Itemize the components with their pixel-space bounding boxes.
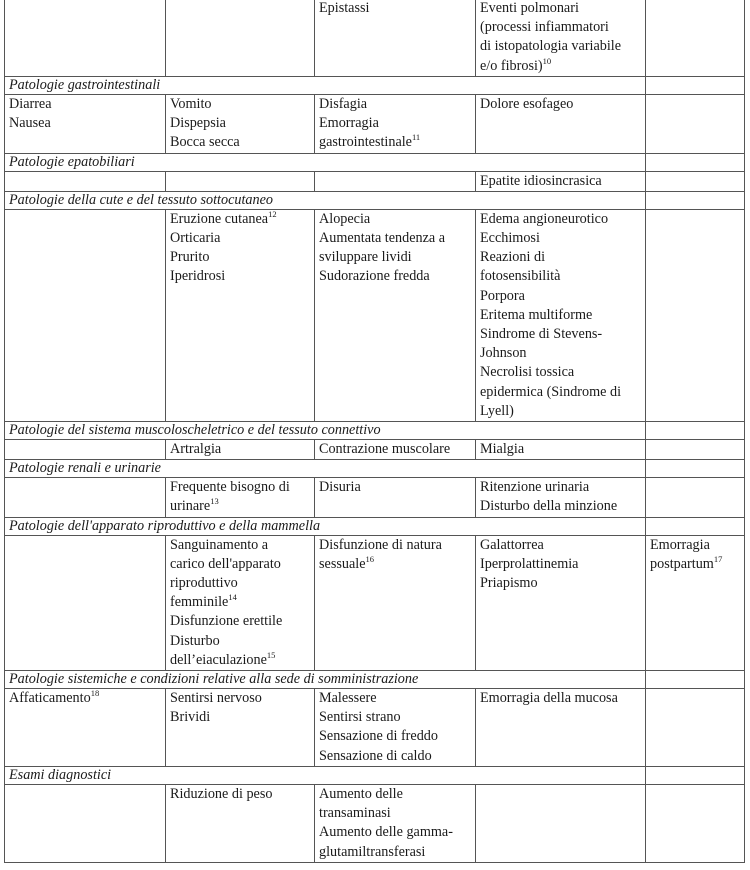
reaction-item bbox=[170, 632, 310, 651]
empty-cell bbox=[5, 478, 166, 517]
reaction-item bbox=[480, 689, 641, 708]
reaction-text: Nausea bbox=[9, 115, 51, 132]
empty-cell bbox=[646, 153, 745, 171]
section-header-row bbox=[5, 153, 745, 171]
reaction-cell bbox=[476, 478, 646, 517]
empty-cell bbox=[5, 209, 166, 421]
reaction-text: (processi infiammatori bbox=[480, 19, 609, 36]
reaction-item bbox=[9, 95, 161, 114]
reaction-item bbox=[170, 133, 310, 152]
footnote-ref: 10 bbox=[542, 55, 552, 66]
reaction-text: Disturbo bbox=[170, 632, 220, 649]
reaction-text: Affaticamento bbox=[9, 690, 91, 707]
reaction-item bbox=[480, 555, 641, 574]
reaction-item bbox=[480, 402, 641, 421]
reaction-text: Ecchimosi bbox=[480, 230, 540, 247]
reaction-cell bbox=[315, 478, 476, 517]
reaction-item bbox=[170, 612, 310, 631]
footnote-ref: 17 bbox=[713, 553, 723, 564]
section-title: Patologie dell'apparato riproduttivo e della mammella bbox=[5, 517, 646, 535]
reaction-item bbox=[170, 593, 310, 612]
reaction-text: glutamiltransferasi bbox=[319, 843, 426, 860]
table-body bbox=[5, 0, 745, 862]
reaction-item bbox=[170, 210, 310, 229]
reaction-text: Prurito bbox=[170, 249, 210, 266]
reaction-text: Disfunzione di natura bbox=[319, 536, 442, 553]
reaction-item bbox=[319, 689, 471, 708]
reaction-cell bbox=[646, 535, 745, 670]
reaction-text: Orticaria bbox=[170, 230, 221, 247]
reaction-text: Sanguinamento a bbox=[170, 536, 269, 553]
reaction-text: Iperidrosi bbox=[170, 268, 226, 285]
section-title: Esami diagnostici bbox=[5, 766, 646, 784]
reaction-text: Galattorrea bbox=[480, 536, 544, 553]
reaction-item bbox=[170, 267, 310, 286]
reaction-text: Lyell) bbox=[480, 402, 514, 419]
reaction-item bbox=[9, 114, 161, 133]
reaction-item bbox=[319, 804, 471, 823]
empty-cell bbox=[476, 784, 646, 862]
reaction-cell bbox=[5, 95, 166, 154]
footnote-ref: 11 bbox=[411, 132, 421, 143]
table-row bbox=[5, 0, 745, 77]
empty-cell bbox=[646, 478, 745, 517]
reaction-text: Edema angioneurotico bbox=[480, 210, 609, 227]
reaction-item bbox=[170, 689, 310, 708]
reaction-text: Sudorazione fredda bbox=[319, 268, 430, 285]
reaction-item bbox=[480, 37, 641, 56]
reaction-item bbox=[480, 574, 641, 593]
reaction-cell bbox=[166, 95, 315, 154]
reaction-text: Riduzione di peso bbox=[170, 785, 273, 802]
reaction-item bbox=[480, 95, 641, 114]
reaction-text: Iperprolattinemia bbox=[480, 555, 579, 572]
reaction-item bbox=[319, 133, 471, 152]
reaction-text: Frequente bisogno di bbox=[170, 479, 290, 496]
reaction-cell bbox=[476, 95, 646, 154]
empty-cell bbox=[646, 784, 745, 862]
reaction-text: Emorragia bbox=[319, 115, 379, 132]
footnote-ref: 15 bbox=[266, 649, 276, 660]
reaction-item bbox=[480, 536, 641, 555]
reaction-text: Epistassi bbox=[319, 0, 370, 16]
reaction-text: Malessere bbox=[319, 690, 377, 707]
reaction-item bbox=[480, 287, 641, 306]
reaction-text: Priapismo bbox=[480, 575, 538, 592]
empty-cell bbox=[166, 171, 315, 191]
footnote-ref: 14 bbox=[228, 592, 237, 603]
reaction-item bbox=[319, 708, 471, 727]
reaction-item bbox=[480, 229, 641, 248]
reaction-text: Ritenzione urinaria bbox=[480, 479, 590, 496]
adverse-reactions-table bbox=[4, 0, 745, 863]
reaction-text: Sentirsi nervoso bbox=[170, 690, 262, 707]
section-header-row bbox=[5, 460, 745, 478]
reaction-text: Disfagia bbox=[319, 96, 368, 112]
reaction-text: Brividi bbox=[170, 709, 211, 726]
reaction-text: Sindrome di Stevens- bbox=[480, 326, 603, 343]
reaction-item bbox=[170, 785, 310, 804]
reaction-item bbox=[170, 708, 310, 727]
reaction-text: Disfunzione erettile bbox=[170, 613, 283, 630]
reaction-item bbox=[650, 536, 740, 555]
reaction-text: sessuale bbox=[319, 555, 366, 572]
reaction-item bbox=[480, 57, 641, 76]
section-header-row bbox=[5, 77, 745, 95]
reaction-item bbox=[480, 306, 641, 325]
reaction-item bbox=[480, 478, 641, 497]
section-header-row bbox=[5, 671, 745, 689]
empty-cell bbox=[646, 95, 745, 154]
empty-cell bbox=[646, 0, 745, 77]
reaction-item bbox=[319, 843, 471, 862]
reaction-item bbox=[170, 497, 310, 516]
empty-cell bbox=[5, 171, 166, 191]
reaction-text: postpartum bbox=[650, 555, 714, 572]
reaction-item bbox=[480, 248, 641, 267]
reaction-text: Vomito bbox=[170, 96, 212, 112]
reaction-item bbox=[480, 172, 641, 191]
reaction-item bbox=[170, 478, 310, 497]
reaction-item bbox=[480, 344, 641, 363]
reaction-text: Reazioni di bbox=[480, 249, 546, 266]
table-row bbox=[5, 171, 745, 191]
reaction-cell bbox=[315, 784, 476, 862]
table-row bbox=[5, 535, 745, 670]
reaction-text: Bocca secca bbox=[170, 134, 240, 151]
reaction-text: Contrazione muscolare bbox=[319, 441, 451, 458]
reaction-item bbox=[170, 555, 310, 574]
reaction-text: sviluppare lividi bbox=[319, 249, 412, 266]
reaction-text: urinare bbox=[170, 498, 211, 515]
reaction-item bbox=[319, 114, 471, 133]
empty-cell bbox=[315, 171, 476, 191]
reaction-cell bbox=[476, 209, 646, 421]
reaction-text: gastrointestinale bbox=[319, 134, 412, 151]
reaction-cell bbox=[476, 0, 646, 77]
reaction-text: carico dell'apparato bbox=[170, 555, 281, 572]
reaction-text: Eventi polmonari bbox=[480, 0, 579, 16]
reaction-text: Mialgia bbox=[480, 441, 525, 458]
reaction-item bbox=[319, 727, 471, 746]
empty-cell bbox=[646, 440, 745, 460]
section-title: Patologie sistemiche e condizioni relative alla sede di somministrazione bbox=[5, 671, 646, 689]
section-title: Patologie epatobiliari bbox=[5, 153, 646, 171]
empty-cell bbox=[646, 422, 745, 440]
reaction-text: riproduttivo bbox=[170, 575, 238, 592]
section-title: Patologie renali e urinarie bbox=[5, 460, 646, 478]
reaction-text: fotosensibilità bbox=[480, 268, 561, 285]
reaction-text: Eritema multiforme bbox=[480, 306, 593, 323]
footnote-ref: 18 bbox=[90, 688, 100, 699]
reaction-text: Diarrea bbox=[9, 96, 52, 112]
reaction-text: Porpora bbox=[480, 287, 525, 304]
reaction-text: Necrolisi tossica bbox=[480, 364, 575, 381]
reaction-text: Sensazione di caldo bbox=[319, 747, 432, 764]
reaction-item bbox=[319, 823, 471, 842]
reaction-item bbox=[319, 747, 471, 766]
reaction-item bbox=[319, 229, 471, 248]
reaction-text: epidermica (Sindrome di bbox=[480, 383, 622, 400]
footnote-ref: 13 bbox=[210, 496, 219, 507]
empty-cell bbox=[5, 784, 166, 862]
reaction-item bbox=[170, 95, 310, 114]
reaction-cell bbox=[315, 209, 476, 421]
empty-cell bbox=[646, 517, 745, 535]
reaction-cell bbox=[315, 689, 476, 767]
reaction-item bbox=[170, 248, 310, 267]
reaction-item bbox=[480, 383, 641, 402]
reaction-text: Disturbo della minzione bbox=[480, 498, 618, 515]
reaction-item bbox=[480, 363, 641, 382]
reaction-cell bbox=[476, 171, 646, 191]
empty-cell bbox=[5, 0, 166, 77]
reaction-item bbox=[170, 229, 310, 248]
empty-cell bbox=[646, 77, 745, 95]
reaction-text: Dispepsia bbox=[170, 115, 226, 132]
reaction-item bbox=[319, 248, 471, 267]
reaction-text: Emorragia della mucosa bbox=[480, 690, 618, 707]
reaction-text: Sensazione di freddo bbox=[319, 728, 438, 745]
reaction-item bbox=[319, 210, 471, 229]
reaction-item bbox=[480, 325, 641, 344]
empty-cell bbox=[646, 689, 745, 767]
reaction-text: e/o fibrosi) bbox=[480, 57, 543, 74]
reaction-text: Emorragia bbox=[650, 536, 710, 553]
reaction-cell bbox=[166, 535, 315, 670]
reaction-text: Dolore esofageo bbox=[480, 96, 574, 112]
empty-cell bbox=[646, 171, 745, 191]
reaction-item bbox=[480, 440, 641, 459]
reaction-text: Eruzione cutanea bbox=[170, 210, 269, 227]
reaction-cell bbox=[166, 209, 315, 421]
reaction-item bbox=[319, 0, 471, 18]
reaction-cell bbox=[166, 784, 315, 862]
reaction-item bbox=[480, 210, 641, 229]
reaction-cell bbox=[166, 478, 315, 517]
reaction-text: Disuria bbox=[319, 479, 361, 496]
reaction-text: Alopecia bbox=[319, 210, 371, 227]
reaction-cell bbox=[166, 689, 315, 767]
section-title: Patologie gastrointestinali bbox=[5, 77, 646, 95]
table-row bbox=[5, 689, 745, 767]
reaction-cell bbox=[315, 535, 476, 670]
section-header-row bbox=[5, 766, 745, 784]
reaction-item bbox=[319, 555, 471, 574]
table-row bbox=[5, 95, 745, 154]
reaction-item bbox=[319, 440, 471, 459]
reaction-cell bbox=[476, 535, 646, 670]
reaction-cell bbox=[166, 440, 315, 460]
reaction-text: Sentirsi strano bbox=[319, 709, 401, 726]
reaction-text: Aumento delle bbox=[319, 785, 403, 802]
reaction-cell bbox=[476, 440, 646, 460]
reaction-text: Epatite idiosincrasica bbox=[480, 172, 602, 189]
empty-cell bbox=[646, 460, 745, 478]
reaction-item bbox=[170, 440, 310, 459]
reaction-cell bbox=[315, 0, 476, 77]
reaction-cell bbox=[476, 689, 646, 767]
reaction-text: di istopatologia variabile bbox=[480, 38, 622, 55]
reaction-item bbox=[319, 536, 471, 555]
reaction-item bbox=[319, 478, 471, 497]
reaction-cell bbox=[315, 95, 476, 154]
reaction-item bbox=[480, 18, 641, 37]
reaction-text: femminile bbox=[170, 594, 229, 611]
reaction-text: Aumento delle gamma- bbox=[319, 824, 453, 841]
reaction-item bbox=[170, 574, 310, 593]
table-row bbox=[5, 478, 745, 517]
empty-cell bbox=[5, 535, 166, 670]
reaction-item bbox=[480, 0, 641, 18]
reaction-text: Aumentata tendenza a bbox=[319, 230, 446, 247]
empty-cell bbox=[5, 440, 166, 460]
empty-cell bbox=[646, 671, 745, 689]
footnote-ref: 12 bbox=[268, 209, 277, 219]
reaction-item bbox=[480, 497, 641, 516]
reaction-cell bbox=[5, 689, 166, 767]
reaction-item bbox=[319, 785, 471, 804]
section-title: Patologie del sistema muscoloscheletrico e del tessuto connettivo bbox=[5, 422, 646, 440]
reaction-item bbox=[9, 689, 161, 708]
reaction-text: transaminasi bbox=[319, 805, 391, 822]
empty-cell bbox=[646, 209, 745, 421]
reaction-item bbox=[170, 114, 310, 133]
empty-cell bbox=[646, 766, 745, 784]
empty-cell bbox=[166, 0, 315, 77]
reaction-item bbox=[319, 267, 471, 286]
table-row bbox=[5, 209, 745, 421]
section-header-row bbox=[5, 517, 745, 535]
reaction-text: dell’eiaculazione bbox=[170, 651, 267, 668]
table-row bbox=[5, 784, 745, 862]
reaction-item bbox=[170, 651, 310, 670]
table-row bbox=[5, 440, 745, 460]
section-header-row bbox=[5, 422, 745, 440]
reaction-item bbox=[170, 536, 310, 555]
section-title: Patologie della cute e del tessuto sottocutaneo bbox=[5, 191, 646, 209]
reaction-text: Johnson bbox=[480, 345, 527, 362]
reaction-item bbox=[650, 555, 740, 574]
reaction-cell bbox=[315, 440, 476, 460]
footnote-ref: 16 bbox=[365, 553, 374, 564]
reaction-item bbox=[480, 267, 641, 286]
section-header-row bbox=[5, 191, 745, 209]
reaction-text: Artralgia bbox=[170, 441, 222, 458]
reaction-item bbox=[319, 95, 471, 114]
empty-cell bbox=[646, 191, 745, 209]
